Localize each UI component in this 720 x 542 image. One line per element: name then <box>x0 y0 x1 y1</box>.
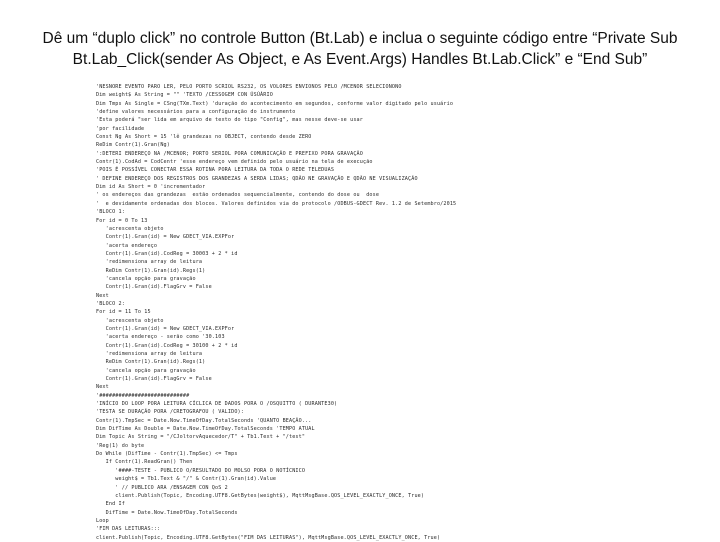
code-line: client.Publish(Topic, Encoding.UTF8.GetBytes(weight$), MqttMsgBase.QOS_LEVEL_EXACTLY_ONCE, True) <box>96 492 425 499</box>
code-line: Do While (DifTime - Contr(1).TmpSec) <= Tmps <box>96 451 238 458</box>
code-line: If Contr(1).ReadGran() Then <box>96 459 193 466</box>
code-line: 'acerta endereço - serão como '30.103 <box>96 334 225 341</box>
code-line: For id = 0 To 13 <box>96 217 148 224</box>
code-line: ' // PUBLICO ARA /ENSAGEM CON QoS 2 <box>96 484 228 491</box>
code-line: 'redimensiona array de leitura <box>96 351 203 357</box>
code-line: Next <box>96 292 109 299</box>
code-line: 'acerta endereço <box>96 242 158 249</box>
code-line: ' DEFINE ENDEREÇO DOS REGISTROS DOS GRANDEZAS A SERDA LIDAS; QDÃO NE GRAVAÇÃO E QDÃO NE VISUALIZAÇÃO <box>96 175 418 182</box>
slide-title <box>20 28 700 70</box>
code-line: DifTime = Date.Now.TimeOfDay.TotalSeconds <box>96 509 238 516</box>
code-line: ReDim Contr(1).Gran(id).Regs(1) <box>96 267 206 274</box>
code-line: 'acrescenta objeto <box>96 317 164 324</box>
code-line: 'cancela opção para gravação <box>96 275 196 282</box>
code-line: For id = 11 To 15 <box>96 309 151 316</box>
code-line: Loop <box>96 517 109 524</box>
code-line: ReDim Contr(1).Gran(Ng) <box>96 142 170 149</box>
slide-title-line-1: Dê um “duplo click” no controle Button (Bt.Lab) e inclua o seguinte código entre “Private Sub <box>42 30 678 47</box>
code-line: 'Reg(1) do byte <box>96 442 145 449</box>
code-line: '############################ <box>96 392 190 399</box>
code-line: 'Esta poderá "ser lida em arquivo de texto do tipo "Config", mas nesse deve-se usar <box>96 117 363 124</box>
code-line: 'BLOCO 1: <box>96 209 125 216</box>
code-listing <box>96 83 656 542</box>
code-line: Contr(1).Gran(id).FlagGrv = False <box>96 376 212 383</box>
code-line: Contr(1).TmpSec = Date.Now.TimeOfDay.TotalSeconds 'QUANTO BEAÇÃO... <box>96 417 312 424</box>
code-line: ReDim Contr(1).Gran(id).Regs(1) <box>96 359 206 366</box>
code-line: Contr(1).Gran(id) = New GDECT_VIA.EXPFor <box>96 325 235 332</box>
code-line: 'BLOCO 2: <box>96 300 125 307</box>
code-line: Dim weight$ As String = "" 'TEXTO /CESSOGEM CON ÚSÚÁRIO <box>96 92 273 99</box>
code-line: 'cancela opção para gravação <box>96 367 196 374</box>
code-line: Dim Tmps As Single = CSng(TXm.Text) 'duração do acontecimento em segundos, conforme valor digitado pelo usuário <box>96 100 454 107</box>
code-line: 'FIM DAS LEITURAS::: <box>96 526 161 533</box>
code-line: Dim DifTime As Double = Date.Now.TimeOfDay.TotalSeconds 'TEMPO ATUAL <box>96 426 315 433</box>
code-line: 'NESNORE EVENTO PARO LER, PELO PORTO SCRIOL RS232, OS VOLORES ENVIONOS PELO /MCENOR SELECIONONO <box>96 84 402 90</box>
code-line: 'define valores necessários para a configuração do instrumento <box>96 109 296 116</box>
code-line: Dim id As Short = 0 'incrementador <box>96 184 206 191</box>
code-line: Contr(1).Gran(id) = New GDECT_VIA.EXPFor <box>96 234 235 241</box>
code-line: Const Ng As Short = 15 'lê grandezas no OBJECT, contendo desde ZERO <box>96 134 312 141</box>
code-line: Contr(1).Gran(id).CodReg = 30100 + 2 * id <box>96 342 238 349</box>
code-line: '####-TESTE - PUBLICO O/RESULTADO DO MOLSO PORA O NOTÍCNICO <box>96 467 306 474</box>
code-line: ' os endereços das grandezas estão ordenados sequencialmente, contendo do dose ou dose <box>96 192 380 199</box>
code-line: 'por facilidade <box>96 125 145 132</box>
code-line: ' e devidamente ordenadas dos blocos. Valores definidos via do protocolo /ODBUS-GDECT Rev. 1.2 de Setembro/2015 <box>96 200 457 207</box>
code-line: 'TESTA SE DURAÇÃO PORA /CRETOGRAFOU ( VALIDO): <box>96 409 244 416</box>
code-line: Contr(1).Gran(id).FlagGrv = False <box>96 284 212 291</box>
code-line: Contr(1).CodAd = CodCentr 'esse endereço vem definido pelo usuário na tela de execução <box>96 159 373 166</box>
code-line: Next <box>96 384 109 391</box>
code-line: client.Publish(Topic, Encoding.UTF8.GetBytes("FIM DAS LEITURAS"), MqttMsgBase.QOS_LEVEL_EXACTLY_ONCE, True) <box>96 534 441 541</box>
code-line: 'redimensiona array de leitura <box>96 259 203 266</box>
code-line: 'acrescenta objeto <box>96 225 164 232</box>
slide-title-line-2: Bt.Lab_Click(sender As Object, e As Event.Args) Handles Bt.Lab.Click” e “End Sub” <box>72 51 648 68</box>
code-line: 'INÍCIO DO LOOP PORA LEITURA CÍCLICA DE DADOS PORA O /OSQUITTO ( DURANTE30) <box>96 401 338 408</box>
code-line: weight$ = Tb1.Text & "/" & Contr(1).Gran(id).Value <box>96 476 277 483</box>
code-line: ':DETERI ENDEREÇO NA /MCENOR; PORTO SERIOL PORA COMUNICAÇÃO E PREFIXO PORA GRAVAÇÃO <box>96 150 363 157</box>
code-line: 'POIS É POSSÍVEL CONECTAR ESSA ROTINA PORA LEITURA DA TODA O REDE TELEDUAS <box>96 167 335 174</box>
code-line: Dim Topic As String = "/CJoltorvAquecedor/T" + Tb1.Text + "/test" <box>96 434 306 441</box>
code-line: End If <box>96 501 125 508</box>
code-line: Contr(1).Gran(id).CodReg = 30003 + 2 * id <box>96 250 238 257</box>
